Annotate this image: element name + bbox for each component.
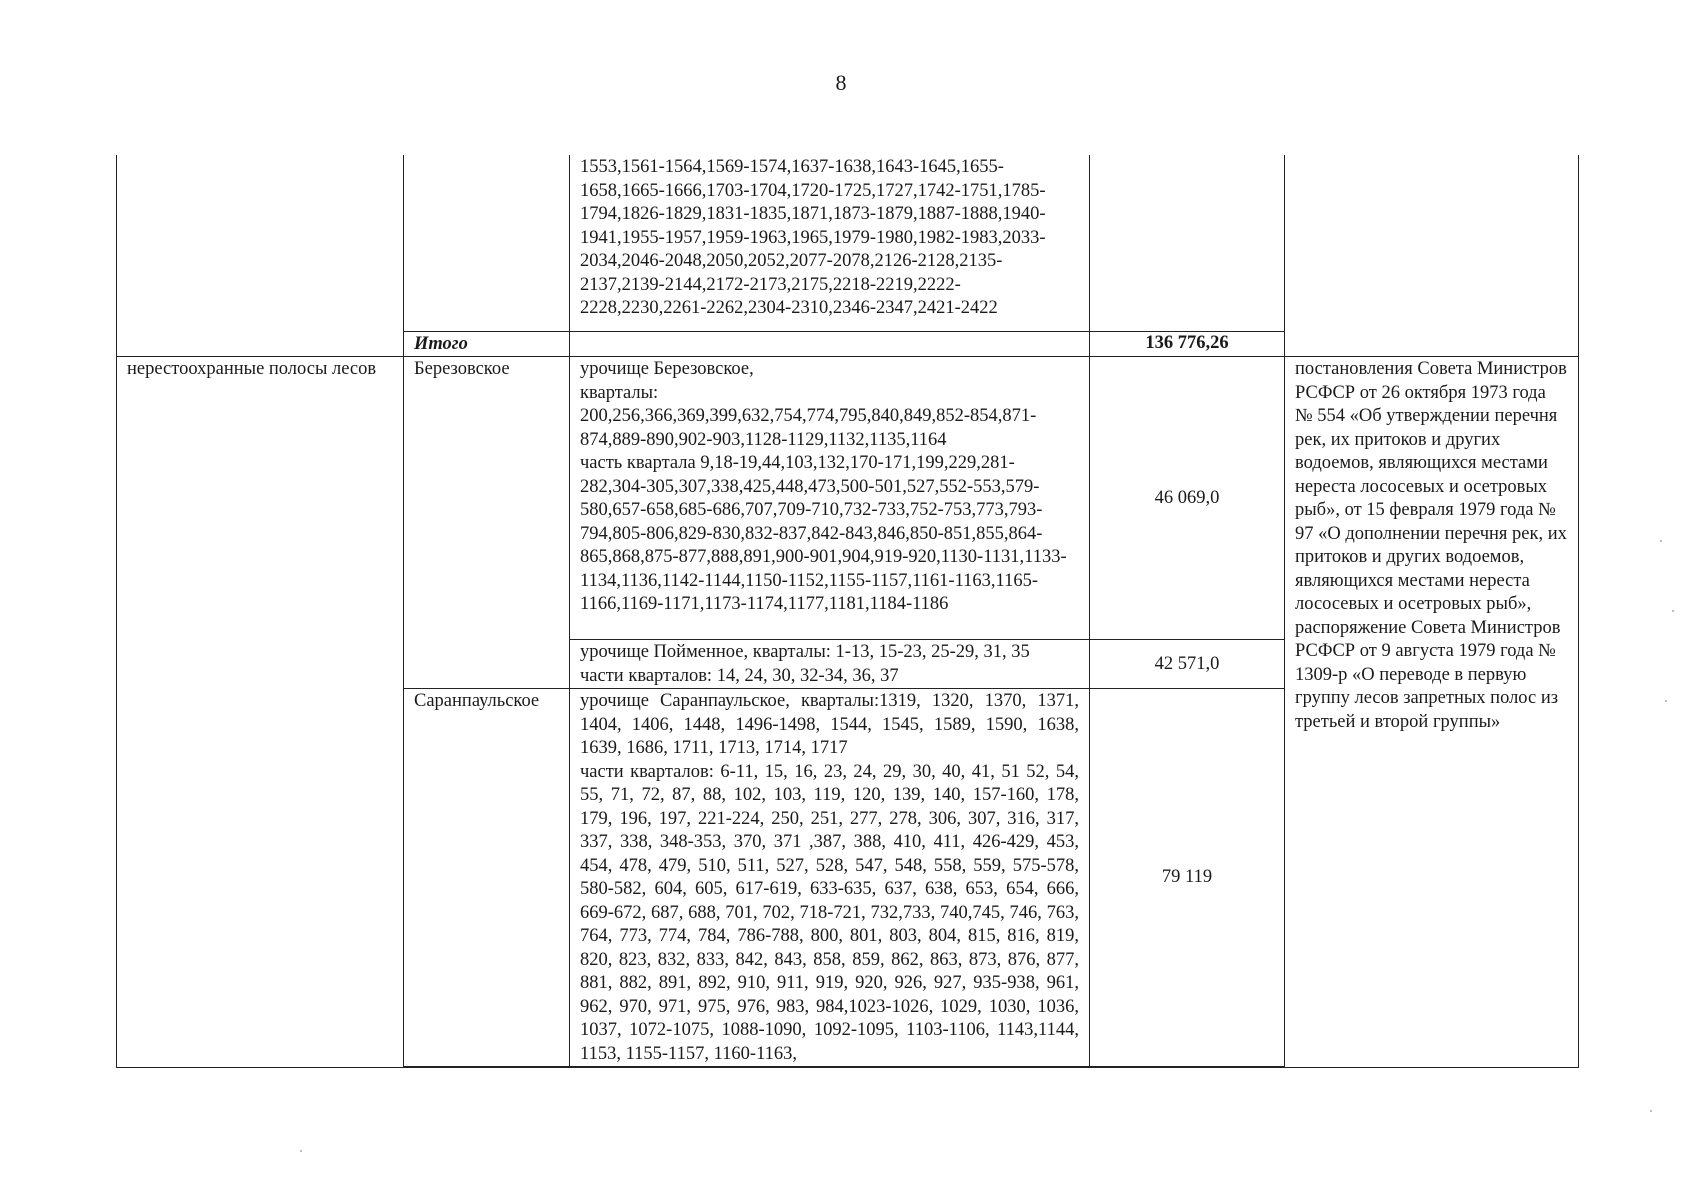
category-cell: нерестоохранные полосы лесов [117,357,404,1068]
continuation-row [117,155,1579,331]
continuation-quarters: 1553,1561-1564,1569-1574,1637-1638,1643-1645,1655-1658,1665-1666,1703-1704,1720-1725,1727,1742-1751,1785-1794,1826-1829,1831-1835,1871,1873-1879,1887-1888,1940-1941,1955-1957,1959-1963,1965,1979-1980,1982-1983,2033-2034,2046-2048,2050,2052,2077-2078,2126-2128,2135-2137,2139-2144,2172-2173,2175,2218-2219,2222-2228,2230,2261-2262,2304-2310,2346-2347,2421-2422 [570,155,1090,331]
category-cell-empty [117,155,404,357]
continuation-area-empty [1090,155,1285,331]
scan-speck [1660,540,1662,542]
saranpaulskoe-area: 79 119 [1090,689,1285,1068]
berezovskoe-quarters: урочище Березовское, кварталы: 200,256,366,369,399,632,754,774,795,840,849,852-854,871-874,889-890,902-903,1128-1129,1132,1135,1164 часть квартала 9,18-19,44,103,132,170-171,199,229,281-282,304-305,307,338,425,448,473,500-501,527,552-553,579-580,657-658,685-686,707,709-710,732-733,752-753,773,793-794,805-806,829-830,832-837,842-843,846,850-851,855,864-865,868,875-877,888,891,900-901,904,919-920,1130-1131,1133-1134,1136,1142-1144,1150-1152,1155-1157,1161-1163,1165-1166,1169-1171,1173-1174,1177,1181,1184-1186 [570,357,1090,640]
forest-quarters-table [116,155,1579,1068]
forestry-cell-empty [404,155,570,331]
total-label: Итого [404,331,570,357]
berezovskoe-area: 46 069,0 [1090,357,1285,640]
forestry-berezovskoe: Березовское [404,357,570,689]
scan-speck [300,1150,302,1152]
scan-speck [1672,610,1674,612]
total-description-empty [570,331,1090,357]
poimennoe-quarters: урочище Пойменное, кварталы: 1-13, 15-23, 25-29, 31, 35 части кварталов: 14, 24, 30, 32-34, 36, 37 [570,640,1090,689]
total-value: 136 776,26 [1090,331,1285,357]
legal-basis-cell: постановления Совета Министров РСФСР от 26 октября 1973 года № 554 «Об утверждении перечня рек, их притоков и других водоемов, являющихся местами нереста лососевых и осетровых рыб», от 15 февраля 1979 года № 97 «О дополнении перечня рек, их притоков и других водоемов, являющихся местами нереста лососевых и осетровых рыб», распоряжение Совета Министров РСФСР от 9 августа 1979 года № 1309-р «О переводе в первую группу лесов запретных полос из третьей и второй группы» [1285,357,1579,1068]
saranpaulskoe-quarters: урочище Саранпаульское, кварталы:1319, 1320, 1370, 1371, 1404, 1406, 1448, 1496-1498, 1544, 1545, 1589, 1590, 1638, 1639, 1686, 1711, 1713, 1714, 1717 части кварталов: 6-11, 15, 16, 23, 24, 29, 30, 40, 41, 51 52, 54, 55, 71, 72, 87, 88, 102, 103, 119, 120, 139, 140, 157-160, 178, 179, 196, 197, 221-224, 250, 251, 277, 278, 306, 307, 316, 317, 337, 338, 348-353, 370, 371 ,387, 388, 410, 411, 426-429, 453, 454, 478, 479, 510, 511, 527, 528, 547, 548, 558, 559, 575-578, 580-582, 604, 605, 617-619, 633-635, 637, 638, 653, 654, 666, 669-672, 687, 688, 701, 702, 718-721, 732,733, 740,745, 746, 763, 764, 773, 774, 784, 786-788, 800, 801, 803, 804, 815, 816, 819, 820, 823, 832, 833, 842, 843, 858, 859, 862, 863, 873, 876, 877, 881, 882, 891, 892, 910, 911, 919, 920, 926, 927, 935-938, 961, 962, 970, 971, 975, 976, 983, 984,1023-1026, 1029, 1030, 1036, 1037, 1072-1075, 1088-1090, 1092-1095, 1103-1106, 1143,1144, 1153, 1155-1157, 1160-1163, [570,689,1090,1068]
legal-basis-cell-empty [1285,155,1579,357]
forestry-saranpaulskoe: Саранпаульское [404,689,570,1068]
berezovskoe-row-1 [117,357,1579,640]
scan-speck [1665,700,1667,702]
scan-speck [1650,1110,1652,1112]
page-number: 8 [835,70,847,95]
poimennoe-area: 42 571,0 [1090,640,1285,689]
